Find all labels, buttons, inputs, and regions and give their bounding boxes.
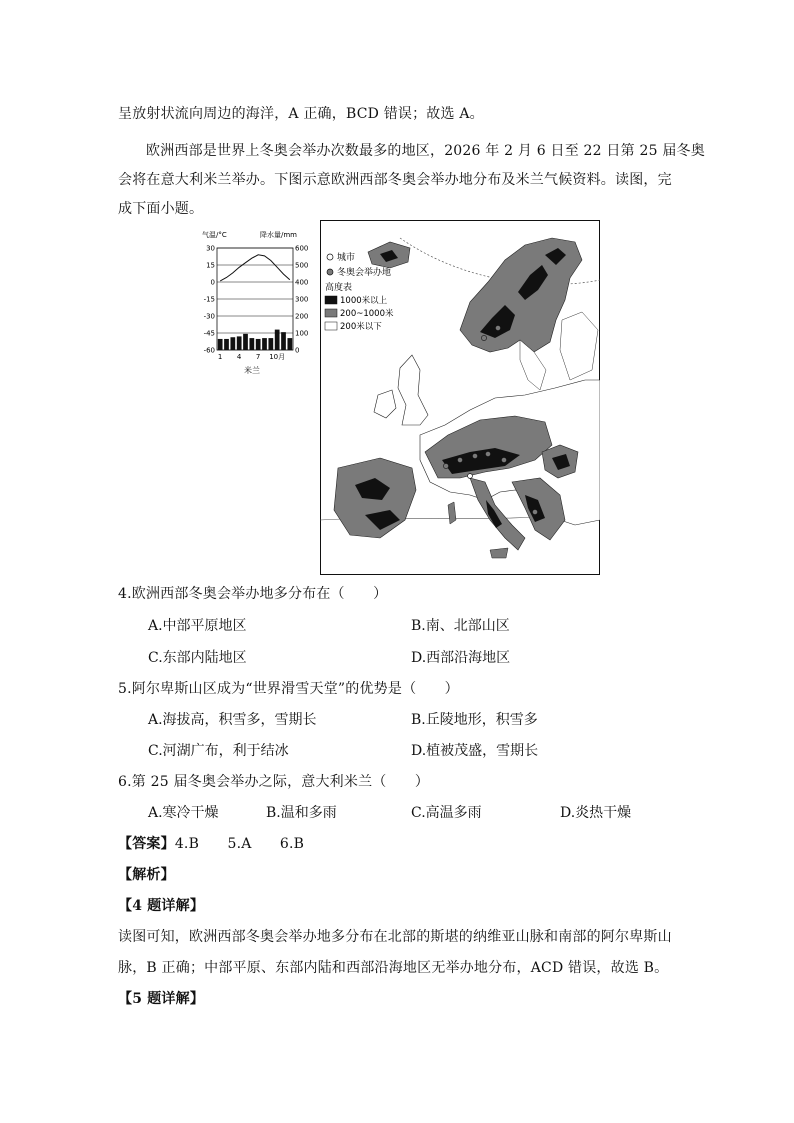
q4-detail-line1: 读图可知，欧洲西部冬奥会举办地多分布在北部的斯堪的纳维亚山脉和南部的阿尔卑斯山 [118,929,672,945]
question-5: 5.阿尔卑斯山区成为“世界滑雪天堂”的优势是（ ） [118,681,459,697]
q4-option-d: D.西部沿海地区 [411,650,511,666]
q4-detail-line2: 脉，B 正确；中部平原、东部内陆和西部沿海地区无举办地分布，ACD 错误，故选 B。 [118,960,669,976]
answer-text: 4.B 5.A 6.B [174,836,305,852]
legend-title: 高度表 [325,283,353,293]
month-ticks [218,353,285,361]
temp-ticks [204,245,215,355]
temp-tick-label: 30 [206,244,215,253]
paragraph-previous-answer: 呈放射状流向周边的海洋，A 正确，BCD 错误；故选 A。 [118,106,484,122]
venue-marker [472,453,477,458]
precip-bar [224,339,229,350]
q5-option-d: D.植被茂盛，雪期长 [411,743,539,759]
month-tick-label: 10月 [269,353,286,361]
sicily [490,548,508,558]
answer-line [118,833,304,853]
precip-bar [243,334,248,350]
chart-caption: 米兰 [244,366,260,375]
legend-high-label: 1000米以上 [340,296,388,306]
venue-marker [532,509,537,514]
precip-tick-label: 500 [295,261,309,270]
precip-bar [262,338,267,350]
paragraph-intro-line1: 欧洲西部是世界上冬奥会举办次数最多的地区，2026 年 2 月 6 日至 22 日第 25 届冬奥 [146,143,705,159]
precip-bar [218,339,223,350]
figure [200,220,600,575]
q5-option-b: B.丘陵地形，积雪多 [411,712,538,728]
legend-city-symbol [327,254,333,260]
question-6: 6.第 25 届冬奥会举办之际，意大利米兰（ ） [118,774,430,790]
q4-option-c: C.东部内陆地区 [148,650,247,666]
q6-option-c: C.高温多雨 [411,805,482,821]
precip-ticks [295,245,308,355]
europe-map [320,220,600,575]
venue-marker [443,463,448,468]
precip-tick-label: 0 [295,346,300,355]
legend-mid-label: 200~1000米 [340,309,394,319]
temp-tick-label: -60 [203,346,215,355]
temperature-curve [220,255,290,281]
city-marker-milan [468,474,473,479]
paragraph-intro-line3: 成下面小题。 [118,201,204,217]
precip-bar [237,336,242,350]
venue-marker [495,325,500,330]
climate-chart [200,228,318,388]
venue-marker [457,457,462,462]
month-tick-label: 1 [217,353,223,361]
temp-axis-title: 气温/°C [202,231,227,239]
precip-bar [230,337,235,350]
precip-bars [218,330,292,350]
question-4: 4.欧洲西部冬奥会举办地多分布在（ ） [118,586,388,602]
month-tick-label: 7 [255,353,261,361]
legend-low-label: 200米以下 [340,322,382,332]
analysis-heading: 【解析】 [118,867,175,883]
legend-low-swatch [325,322,337,330]
temp-tick-label: 15 [206,261,215,270]
precip-tick-label: 200 [295,312,309,321]
venue-marker [485,451,490,456]
temp-tick-label: -45 [203,329,215,338]
precip-axis-title: 降水量/mm [260,231,297,239]
precip-bar [281,332,286,350]
q5-option-a: A.海拔高，积雪多，雪期长 [148,712,317,728]
legend-venue-label: 冬奥会举办地 [337,268,392,278]
q4-option-a: A.中部平原地区 [148,618,247,634]
venue-marker [501,457,506,462]
precip-tick-label: 300 [295,295,309,304]
q5-option-c: C.河湖广布，利于结冰 [148,743,289,759]
temp-tick-label: -15 [203,295,215,304]
q6-option-b: B.温和多雨 [266,805,337,821]
paragraph-intro-line2: 会将在意大利米兰举办。下图示意欧洲西部冬奥会举办地分布及米兰气候资料。读图，完 [118,172,672,188]
q4-detail-heading: 【4 题详解】 [118,898,205,914]
temp-tick-label: -30 [203,312,215,321]
legend-venue-symbol [327,269,333,275]
temp-tick-label: 0 [210,278,215,287]
precip-tick-label: 100 [295,329,309,338]
precip-tick-label: 400 [295,278,309,287]
precip-bar [287,338,292,350]
q6-option-d: D.炎热干燥 [560,805,632,821]
precip-bar [275,330,280,350]
precip-bar [249,338,254,350]
venue-marker [481,335,486,340]
month-tick-label: 4 [236,353,242,361]
answer-label: 【答案】 [118,836,175,852]
precip-bar [256,339,261,350]
precip-tick-label: 600 [295,244,309,253]
precip-bar [268,338,273,350]
q6-option-a: A.寒冷干燥 [148,805,219,821]
legend-mid-swatch [325,309,337,317]
legend-city-label: 城市 [337,253,356,263]
q5-detail-heading: 【5 题详解】 [118,991,205,1007]
q4-option-b: B.南、北部山区 [411,618,510,634]
legend-high-swatch [325,296,337,304]
